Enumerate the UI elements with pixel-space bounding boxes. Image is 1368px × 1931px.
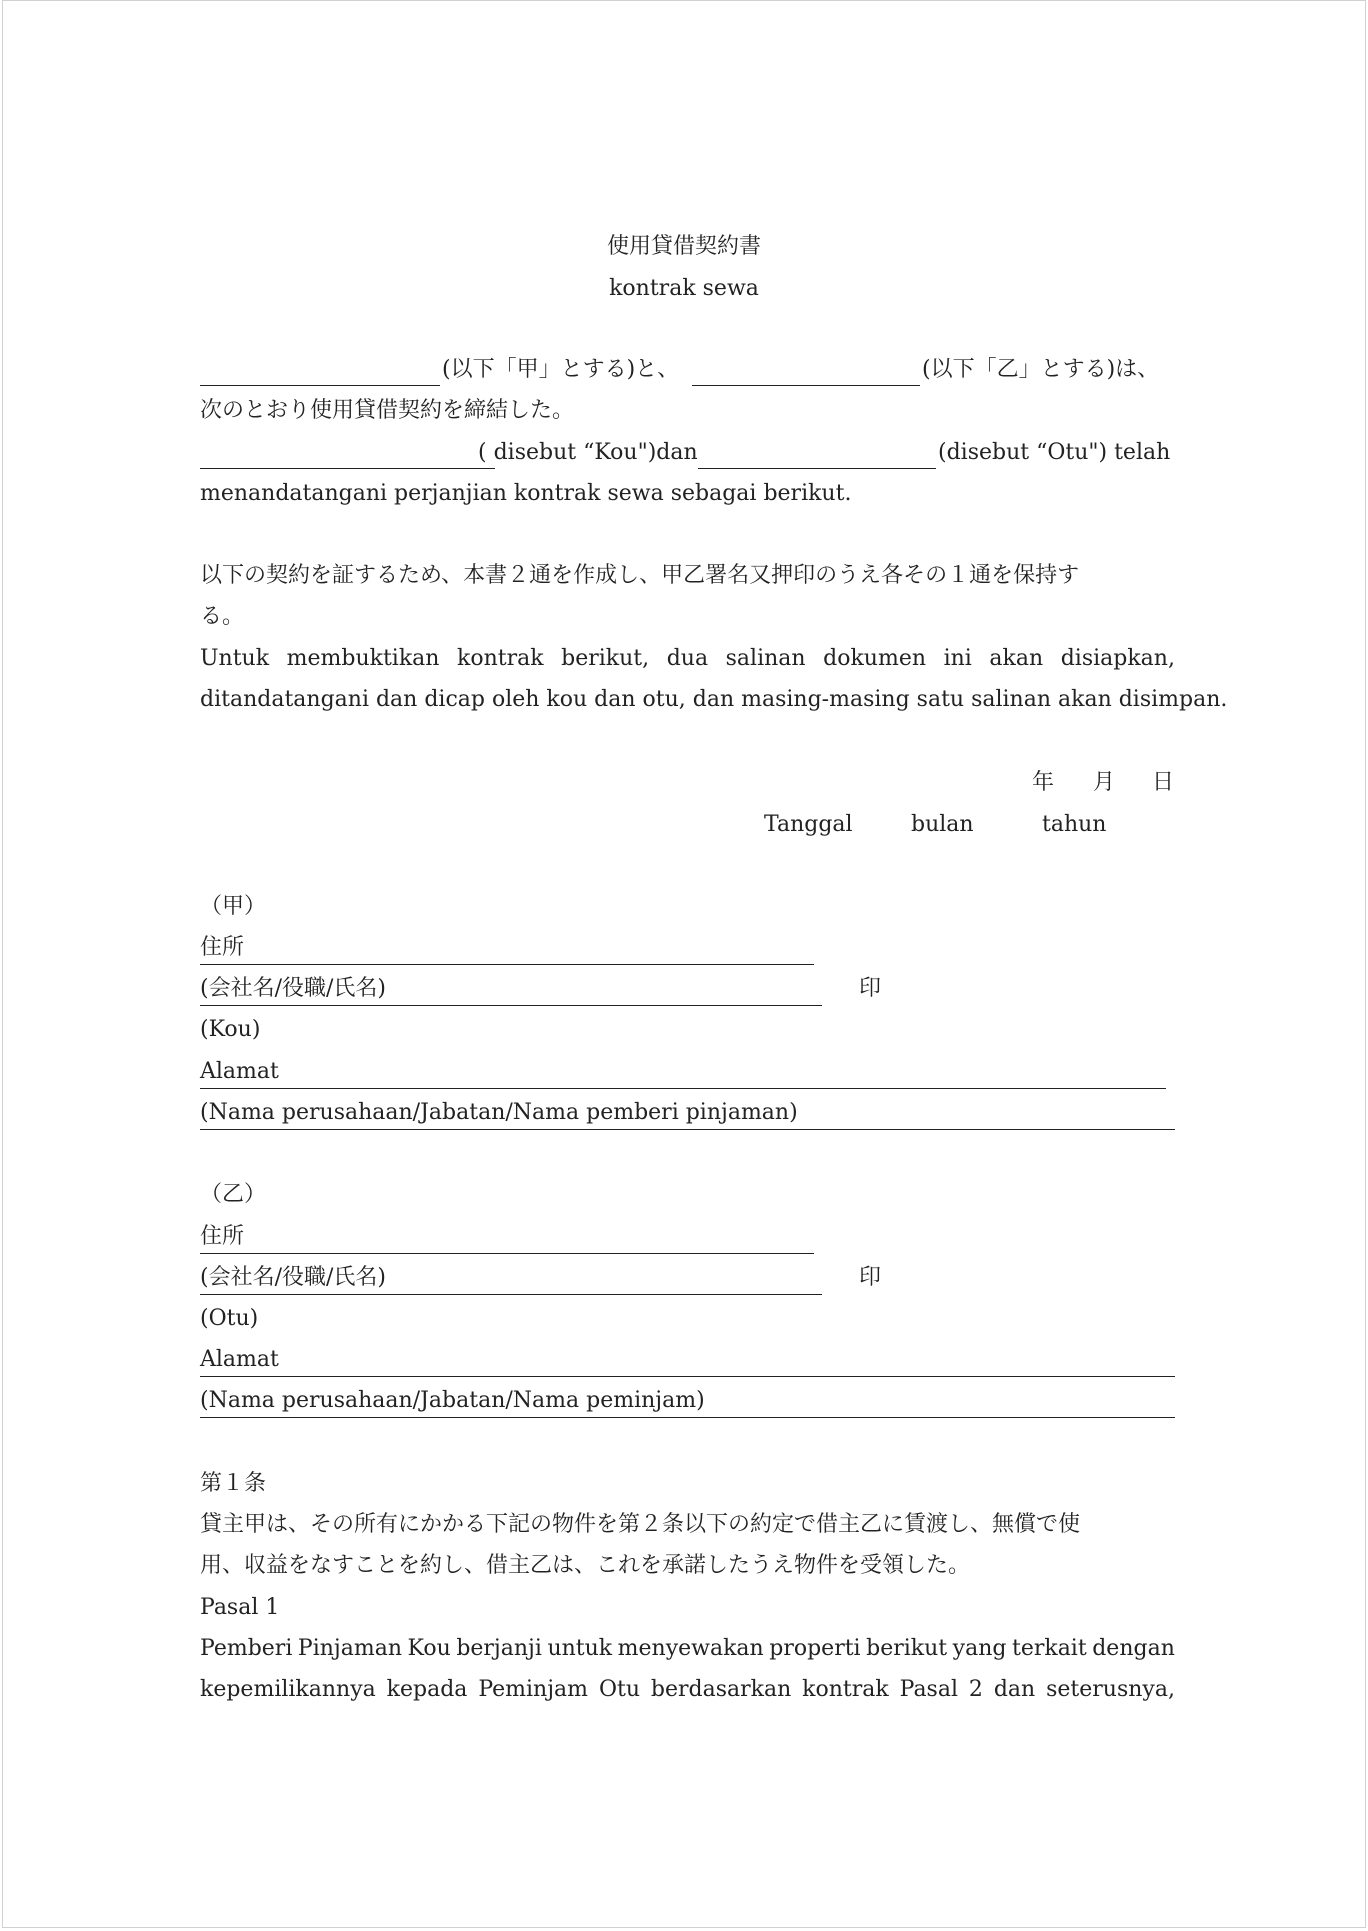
- party-kou-address-ja: 住所: [200, 935, 245, 960]
- word: terkait: [1011, 1636, 1087, 1661]
- party-otu-heading-ja: （乙）: [200, 1182, 267, 1207]
- word: dan: [993, 1677, 1036, 1702]
- intro-ja-b: (以下「乙」とする)は、: [922, 357, 1160, 382]
- party-kou-address-id-line: [200, 1088, 1166, 1089]
- word: kontrak: [802, 1677, 889, 1702]
- copies-ja-line1: 以下の契約を証するため、本書２通を作成し、甲乙署名又押印のうえ各その１通を保持す: [200, 563, 1080, 588]
- intro-id-a: ( disebut “Kou")dan: [478, 440, 698, 465]
- party-otu-seal: 印: [859, 1265, 882, 1290]
- article1-id-line1: [200, 1634, 1175, 1664]
- word: Pemberi: [200, 1636, 293, 1661]
- article1-id-line2: [200, 1675, 1175, 1705]
- party-otu-heading-id: (Otu): [200, 1306, 259, 1331]
- word: membuktikan: [286, 646, 440, 671]
- date-day-ja: 日: [1152, 770, 1175, 795]
- party-kou-seal: 印: [859, 976, 882, 1001]
- party-kou-address-id: Alamat: [200, 1059, 279, 1084]
- word: Pinjaman: [297, 1636, 402, 1661]
- word: yang: [952, 1636, 1007, 1661]
- intro-ja-line2: 次のとおり使用貸借契約を締結した。: [200, 398, 575, 423]
- word: berjanji: [456, 1636, 542, 1661]
- date-bulan: bulan: [911, 812, 974, 837]
- document-title-ja: 使用貸借契約書: [606, 234, 761, 259]
- party-otu-blank-id: [698, 468, 936, 469]
- word: seterusnya,: [1046, 1677, 1175, 1702]
- date-year-ja: 年: [1032, 770, 1055, 795]
- party-otu-address-ja-line: [200, 1253, 814, 1254]
- intro-id-b: (disebut “Otu") telah: [938, 440, 1171, 465]
- word: berikut,: [561, 646, 650, 671]
- word: Peminjam: [478, 1677, 589, 1702]
- word: salinan: [725, 646, 806, 671]
- word: dokumen: [823, 646, 927, 671]
- party-kou-name-ja-line: [200, 1005, 822, 1006]
- word: Kou: [407, 1636, 451, 1661]
- party-kou-heading-ja: （甲）: [200, 894, 267, 919]
- party-otu-name-id-line: [200, 1417, 1175, 1418]
- word: dua: [666, 646, 709, 671]
- document-title-id: kontrak sewa: [609, 276, 759, 301]
- word: Pasal: [899, 1677, 958, 1702]
- copies-ja-line2: る。: [200, 604, 245, 629]
- party-otu-name-ja: (会社名/役職/氏名): [200, 1265, 386, 1290]
- word: 2: [968, 1677, 983, 1702]
- date-month-ja: 月: [1093, 770, 1116, 795]
- article1-ja-line1: 貸主甲は、その所有にかかる下記の物件を第２条以下の約定で借主乙に賃渡し、無償で使: [200, 1512, 1081, 1537]
- party-otu-name-id: (Nama perusahaan/Jabatan/Nama peminjam): [200, 1388, 705, 1413]
- word: Untuk: [200, 646, 270, 671]
- copies-id-line2: ditandatangani dan dicap oleh kou dan otu, dan masing-masing satu salinan akan disimpan.: [200, 687, 1228, 712]
- party-otu-address-id: Alamat: [200, 1347, 279, 1372]
- party-kou-blank: [200, 385, 440, 386]
- word: ini: [943, 646, 972, 671]
- word: untuk: [547, 1636, 613, 1661]
- party-otu-address-id-line: [200, 1376, 1175, 1377]
- party-kou-name-id-line: [200, 1129, 1175, 1130]
- party-otu-blank: [692, 385, 920, 386]
- document-page: [2, 0, 1366, 1928]
- party-kou-name-ja: (会社名/役職/氏名): [200, 976, 386, 1001]
- party-kou-name-id: (Nama perusahaan/Jabatan/Nama pemberi pinjaman): [200, 1100, 798, 1125]
- word: berikut: [866, 1636, 948, 1661]
- copies-id-line1: [200, 644, 1175, 674]
- article1-ja-line2: 用、収益をなすことを約し、借主乙は、これを承諾したうえ物件を受領した。: [200, 1553, 971, 1578]
- article1-heading-ja: 第１条: [200, 1471, 267, 1496]
- word: kontrak: [457, 646, 544, 671]
- article1-heading-id: Pasal 1: [200, 1595, 280, 1620]
- party-kou-address-ja-line: [200, 964, 814, 965]
- word: menyewakan: [617, 1636, 764, 1661]
- word: kepada: [386, 1677, 468, 1702]
- word: berdasarkan: [650, 1677, 792, 1702]
- intro-id-line2: menandatangani perjanjian kontrak sewa sebagai berikut.: [200, 481, 852, 506]
- party-kou-heading-id: (Kou): [200, 1017, 261, 1042]
- word: akan: [989, 646, 1044, 671]
- party-otu-name-ja-line: [200, 1294, 822, 1295]
- word: properti: [769, 1636, 861, 1661]
- word: kepemilikannya: [200, 1677, 376, 1702]
- word: Otu: [598, 1677, 640, 1702]
- party-otu-address-ja: 住所: [200, 1224, 245, 1249]
- date-tahun: tahun: [1042, 812, 1107, 837]
- word: disiapkan,: [1060, 646, 1175, 671]
- party-kou-blank-id: [200, 468, 495, 469]
- word: dengan: [1092, 1636, 1175, 1661]
- date-tanggal: Tanggal: [764, 812, 853, 837]
- intro-ja-a: (以下「甲」とする)と、: [442, 357, 680, 382]
